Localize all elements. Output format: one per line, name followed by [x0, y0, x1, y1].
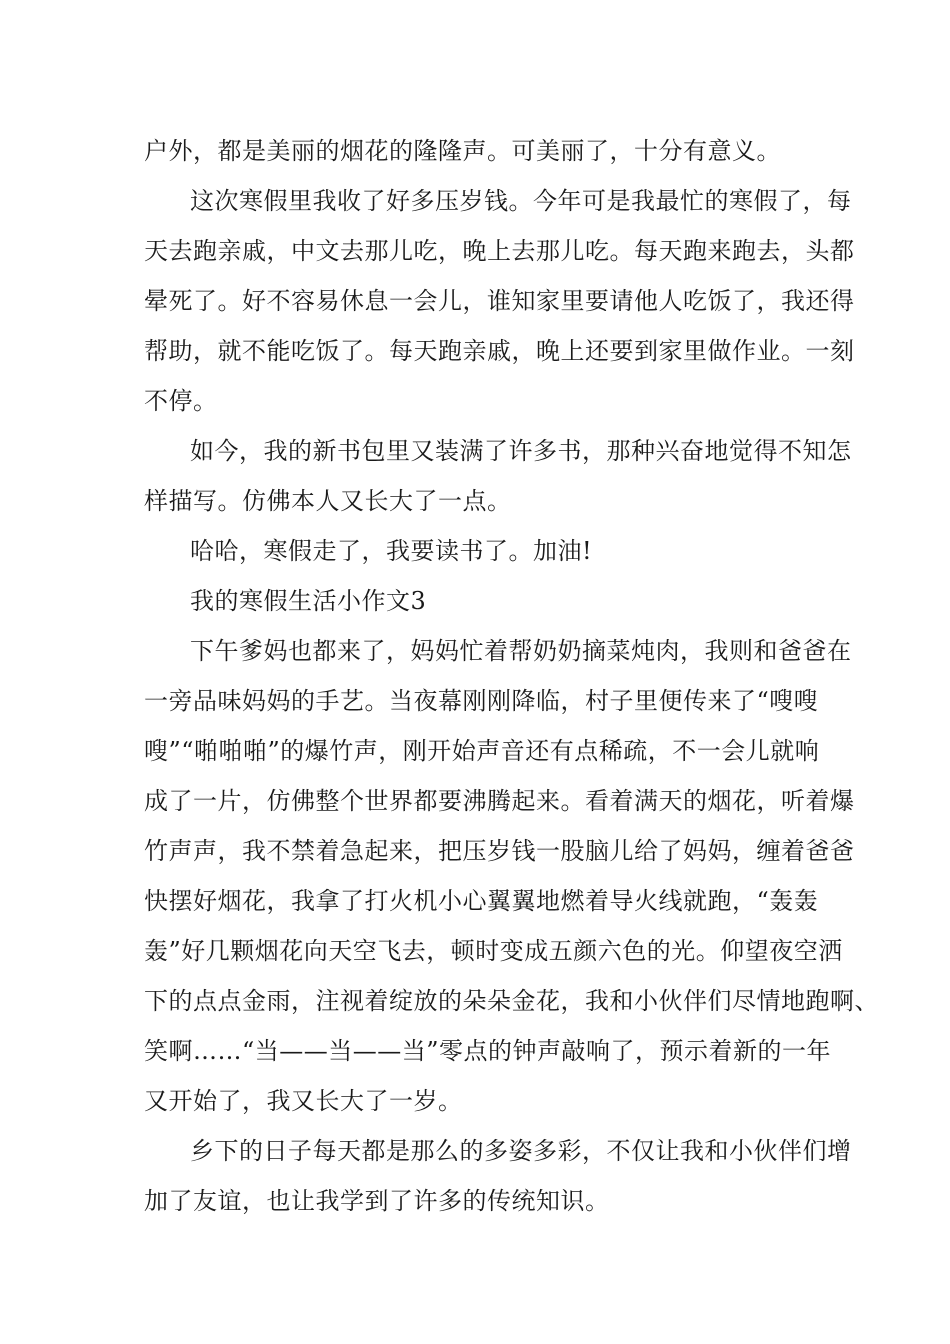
text-line: 加了友谊，也让我学到了许多的传统知识。 [144, 1187, 610, 1215]
text-line: 竹声声，我不禁着急起来，把压岁钱一股脑儿给了妈妈，缠着爸爸 [144, 837, 855, 865]
paragraph-first-line: 如今，我的新书包里又装满了许多书，那种兴奋地觉得不知怎 [190, 437, 852, 465]
text-line: 帮助，就不能吃饭了。每天跑亲戚，晚上还要到家里做作业。一刻 [144, 337, 855, 365]
paragraph-first-line: 哈哈，寒假走了，我要读书了。加油! [190, 537, 593, 565]
text-line: 一旁品味妈妈的手艺。当夜幕刚刚降临，村子里便传来了“嗖嗖 [144, 687, 819, 715]
text-line: 嗖”“啪啪啪”的爆竹声，刚开始声音还有点稀疏，不一会儿就响 [144, 737, 820, 765]
text-line: 成了一片，仿佛整个世界都要沸腾起来。看着满天的烟花，听着爆 [144, 787, 855, 815]
text-line: 户外，都是美丽的烟花的隆隆声。可美丽了，十分有意义。 [144, 137, 781, 165]
paragraph-first-line: 这次寒假里我收了好多压岁钱。今年可是我最忙的寒假了，每 [190, 187, 852, 215]
text-line: 天去跑亲戚，中文去那儿吃，晚上去那儿吃。每天跑来跑去，头都 [144, 237, 855, 265]
text-line: 晕死了。好不容易休息一会儿，谁知家里要请他人吃饭了，我还得 [144, 287, 855, 315]
text-line: 轰”好几颗烟花向天空飞去，顿时变成五颜六色的光。仰望夜空洒 [144, 937, 843, 965]
text-line: 样描写。仿佛本人又长大了一点。 [144, 487, 512, 515]
text-line: 笑啊……“当——当——当”零点的钟声敲响了，预示着新的一年 [144, 1037, 832, 1065]
section-heading: 我的寒假生活小作文3 [190, 587, 427, 615]
text-line: 又开始了，我又长大了一岁。 [144, 1087, 463, 1115]
text-line: 下的点点金雨，注视着绽放的朵朵金花，我和小伙伴们尽情地跑啊、 [144, 987, 879, 1015]
paragraph-first-line: 乡下的日子每天都是那么的多姿多彩，不仅让我和小伙伴们增 [190, 1137, 852, 1165]
text-line: 不停。 [144, 387, 218, 415]
text-line: 快摆好烟花，我拿了打火机小心翼翼地燃着导火线就跑，“轰轰 [144, 887, 819, 915]
paragraph-first-line: 下午爹妈也都来了，妈妈忙着帮奶奶摘菜炖肉，我则和爸爸在 [190, 637, 852, 665]
